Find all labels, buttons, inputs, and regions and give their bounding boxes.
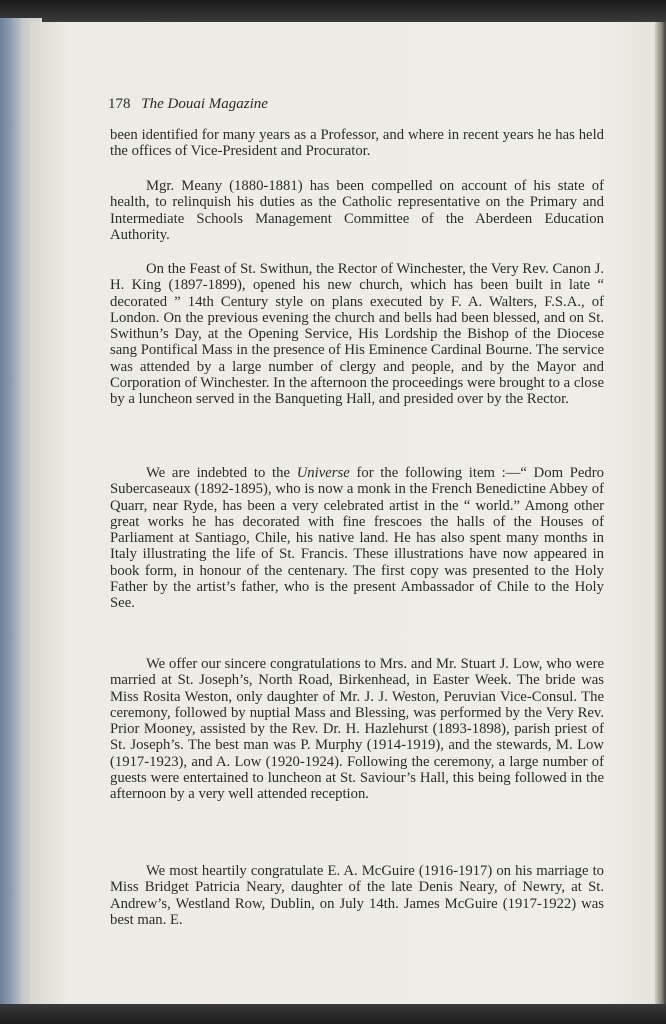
paragraph-mcguire-wedding: We most heartily congratulate E. A. McGuire (1916-1917) on his marriage to Miss Bridget Patricia Neary, daughter of the late Denis Neary, of Newry, at St. Andrew’s, Westland Row, Dublin, on July 14th. James McGuire (1917-1922) was best man. E. [110,863,604,928]
running-header [108,96,268,113]
scan-top-edge [0,0,666,22]
paragraph-subercaseaux [110,465,604,612]
paragraph-text: for the following item :—“ Dom Pedro Subercaseaux (1892-1895), who is now a monk in the French Benedictine Abbey of Quarr, near Ryde, has been a very celebrated artist in the “ world.” Among other great works he has decorated with fine frescoes the halls of the Houses of Parliament at Santiago, Chile, his native land. He has also spent many months in Italy illustrating the life of St. Francis. These illustrations have now appeared in book form, in honour of the centenary. The first copy was presented to the Holy Father by the artist’s father, who is the present Ambassador of Chile to the Holy See. [110,465,605,612]
publication-title: Universe [296,465,350,481]
page-number: 178 [108,96,131,112]
scan-bottom-edge [0,1004,666,1024]
paragraph-st-swithun: On the Feast of St. Swithun, the Rector of Winchester, the Very Rev. Canon J. H. King (1897-1899), opened his new church, which has been built in late “ decorated ” 14th Century style on plans executed by F. A. Walters, F.S.A., of London. On the previous evening the church and bells had been blessed, and on St. Swithun’s Day, at the Opening Service, His Lordship the Bishop of the Diocese sang Pontifical Mass in the presence of His Eminence Cardinal Bourne. The service was attended by a large number of clergy and people, and by the Mayor and Corporation of Winchester. In the afternoon the proceedings were brought to a close by a luncheon served in the Banqueting Hall, and presided over by the Rector. [110,261,604,408]
running-title: The Douai Magazine [141,96,268,112]
paragraph-continuation: been identified for many years as a Professor, and where in recent years he has held the offices of Vice-President and Procurator. [110,127,604,160]
paragraph-meany: Mgr. Meany (1880-1881) has been compelled on account of his state of health, to relinquish his duties as the Catholic representative on the Primary and Intermediate Schools Management Committee of the Aberdeen Education Authority. [110,178,604,243]
paragraph-text: We are indebted to the [146,465,297,481]
paragraph-low-wedding: We offer our sincere congratulations to Mrs. and Mr. Stuart J. Low, who were married at St. Joseph’s, North Road, Birkenhead, in Easter Week. The bride was Miss Rosita Weston, only daughter of Mr. J. J. Weston, Peruvian Vice-Consul. The ceremony, followed by nuptial Mass and Blessing, was performed by the Very Rev. Prior Mooney, assisted by the Rev. Dr. H. Hazlehurst (1893-1898), parish priest of St. Joseph’s. The best man was P. Murphy (1914-1919), and the stewards, M. Low (1917-1923), and A. Low (1920-1924). Following the ceremony, a large number of guests were entertained to luncheon at St. Saviour’s Hall, this being followed in the afternoon by a very well attended reception. [110,656,604,803]
page-right-edge [655,22,666,1006]
